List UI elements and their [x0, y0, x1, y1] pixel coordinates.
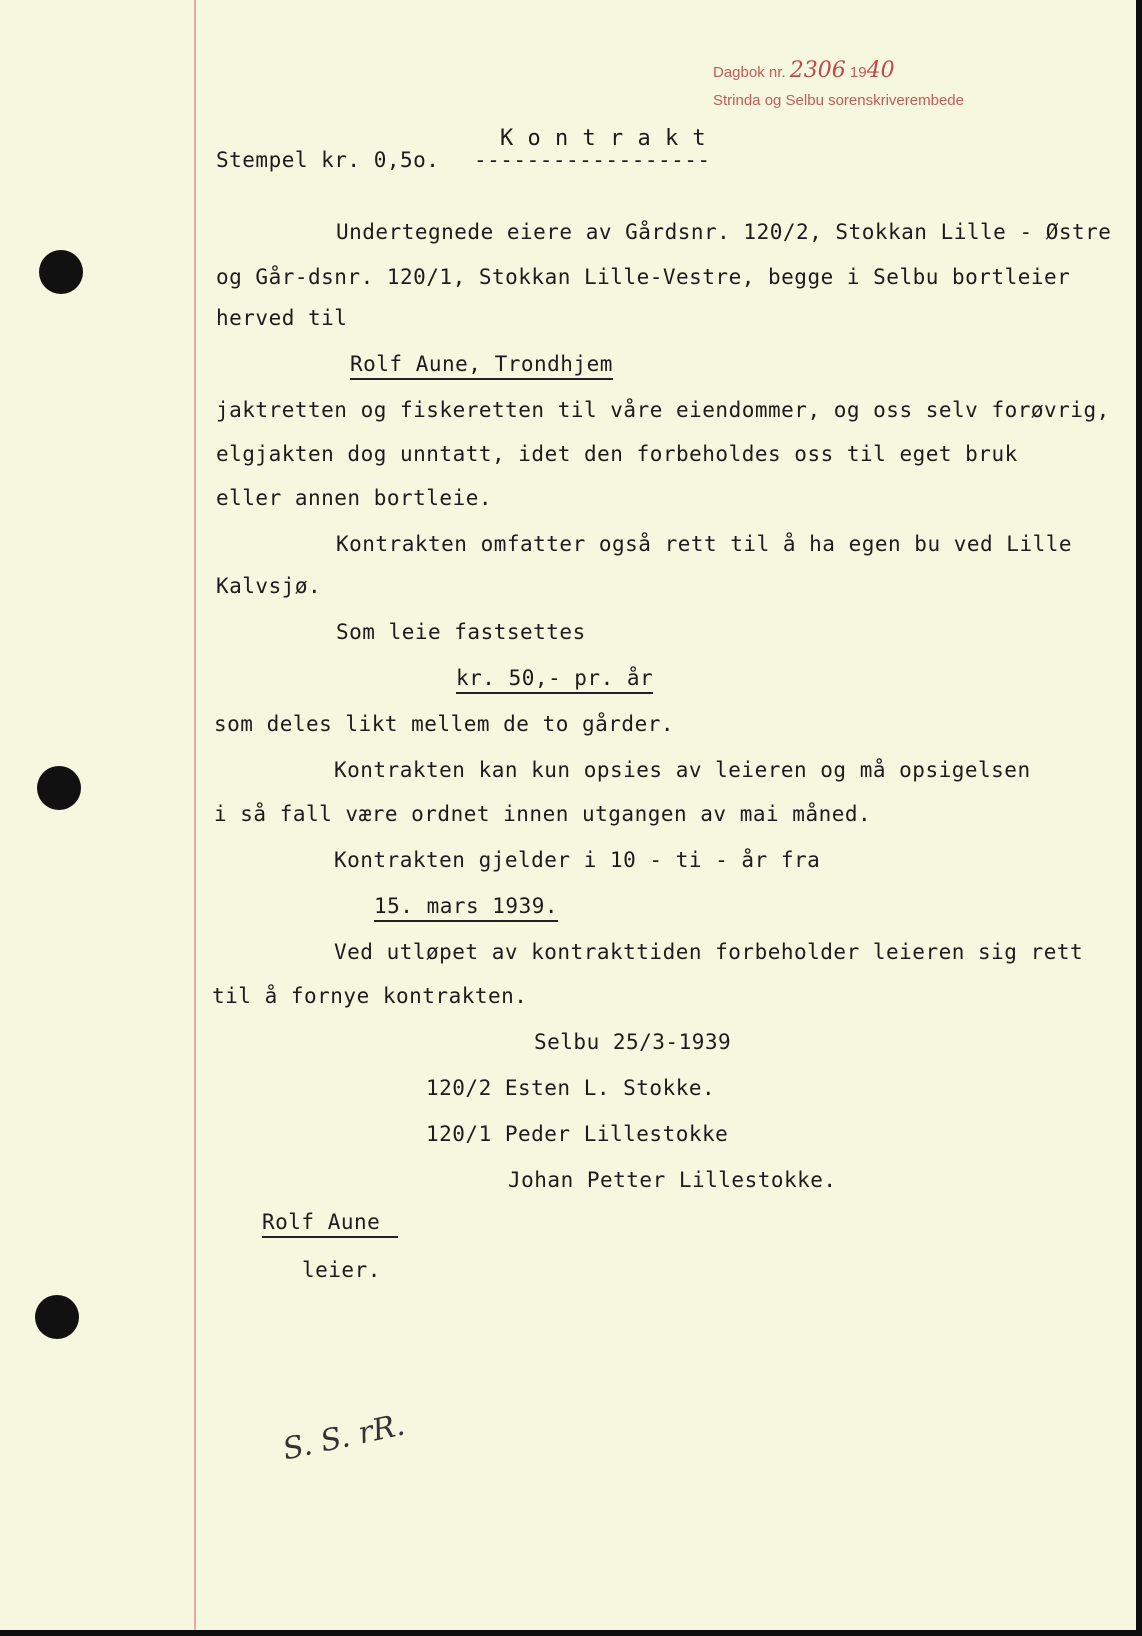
tenant-role: leier. — [302, 1258, 381, 1282]
stamp-year-suffix: 40 — [866, 58, 895, 83]
text-line: Ved utløpet av kontrakttiden forbeholder leieren sig rett — [334, 940, 1084, 964]
text-line: jaktretten og fiskeretten til våre eiendommer, og oss selv forøvrig, — [216, 398, 1110, 422]
text-line: Kontrakten gjelder i 10 - ti - år fra — [334, 848, 821, 872]
text-line: Undertegnede eiere av Gårdsnr. 120/2, Stokkan Lille - Østre — [336, 220, 1112, 244]
text-line: i så fall være ordnet innen utgangen av mai måned. — [214, 802, 872, 826]
stamp-duty-line: Stempel kr. 0,5o. — [216, 148, 440, 172]
text-line: og Går-dsnr. 120/1, Stokkan Lille-Vestre, begge i Selbu bortleier — [216, 265, 1071, 289]
text-line: herved til — [216, 306, 348, 330]
tenant-signature: Rolf Aune — [262, 1210, 398, 1238]
text-line: Som leie fastsettes — [336, 620, 586, 644]
text-line: Kalvsjø. — [216, 574, 322, 598]
place-date: Selbu 25/3-1939 — [534, 1030, 732, 1054]
tenant-name: Rolf Aune, Trondhjem — [350, 352, 613, 380]
handwritten-initials: S. S. rR. — [279, 1407, 408, 1468]
text-line: eller annen bortleie. — [216, 486, 493, 510]
registration-stamp-line1 — [713, 58, 895, 83]
text-line: til å fornye kontrakten. — [212, 984, 528, 1008]
signatory-line: 120/2 Esten L. Stokke. — [426, 1076, 716, 1100]
document-title: K o n t r a k t — [500, 126, 707, 151]
text-line: som deles likt mellem de to gårder. — [214, 712, 675, 736]
start-date: 15. mars 1939. — [374, 894, 558, 922]
title-dashes: ------------------ — [474, 148, 711, 172]
punch-hole — [35, 1295, 79, 1339]
punch-hole — [39, 250, 83, 294]
signatory-line: Johan Petter Lillestokke. — [508, 1168, 837, 1192]
stamp-number: 2306 — [789, 58, 846, 83]
signatory-line: 120/1 Peder Lillestokke — [426, 1122, 729, 1146]
rent-amount: kr. 50,- pr. år — [456, 666, 653, 694]
margin-rule — [194, 0, 196, 1630]
text-line: elgjakten dog unntatt, idet den forbeholdes oss til eget bruk — [216, 442, 1018, 466]
stamp-prefix: Dagbok nr. — [713, 64, 786, 81]
stamp-year-prefix: 19 — [849, 64, 867, 81]
registration-stamp-line2: Strinda og Selbu sorenskriverembede — [713, 92, 964, 109]
text-line: Kontrakten omfatter også rett til å ha egen bu ved Lille — [336, 532, 1073, 556]
text-line: Kontrakten kan kun opsies av leieren og må opsigelsen — [334, 758, 1031, 782]
punch-hole — [37, 766, 81, 810]
